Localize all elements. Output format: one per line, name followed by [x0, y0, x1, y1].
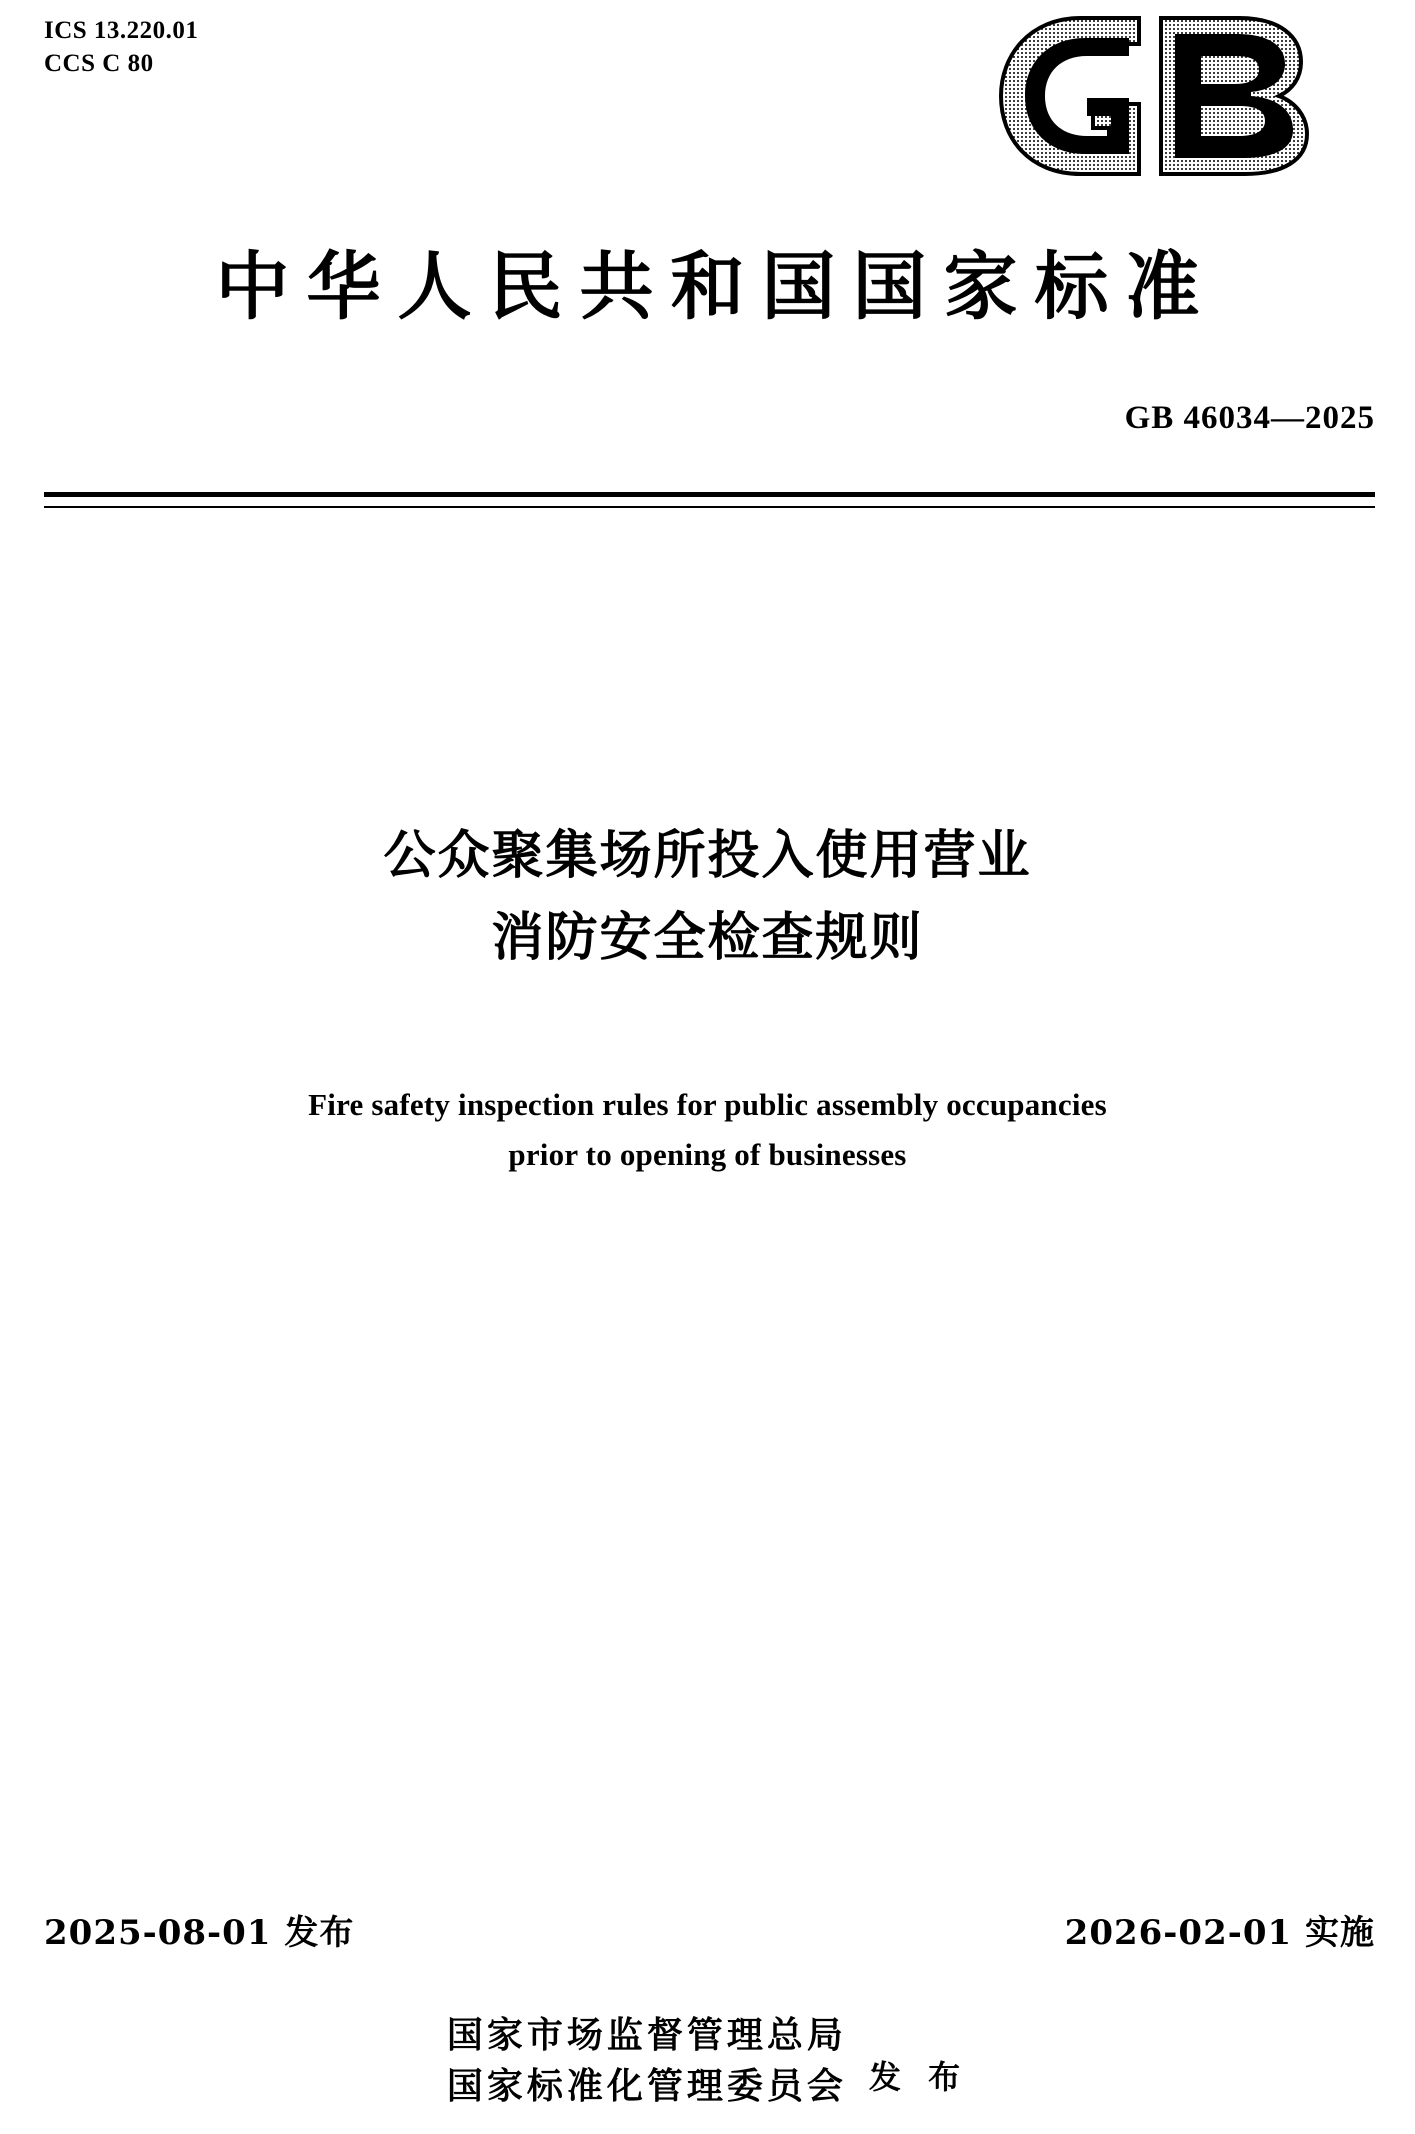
- document-title-zh-line1: 公众聚集场所投入使用营业: [383, 825, 1032, 886]
- issuer-org-line1: 国家市场监督管理总局: [446, 2014, 847, 2056]
- issue-date: 2025-08-01 发布: [44, 1913, 355, 1953]
- issuer-block: [0, 2010, 1415, 2112]
- document-title-en-line1: Fire safety inspection rules for public assembly occupancies: [308, 1087, 1107, 1122]
- classification-codes: [44, 14, 198, 80]
- ics-code: ICS 13.220.01: [44, 17, 199, 44]
- divider-thin: [44, 506, 1375, 508]
- gb-emblem-icon: [989, 8, 1329, 183]
- issuer-org-line2: 国家标准化管理委员会: [446, 2065, 847, 2108]
- document-title-zh-line2: 消防安全检查规则: [491, 907, 924, 969]
- implementation-date: 2026-02-01 实施: [1064, 1913, 1375, 1953]
- issuer-organizations: [447, 2010, 847, 2112]
- dates-row: [44, 1905, 1375, 1954]
- standard-number: GB 46034—2025: [1124, 400, 1375, 436]
- divider-thick: [44, 492, 1375, 497]
- document-title-en-line2: prior to opening of businesses: [508, 1137, 907, 1173]
- document-title-en: [0, 1080, 1415, 1180]
- issuer-action-label: 发 布: [868, 2058, 969, 2097]
- ccs-code: CCS C 80: [44, 50, 154, 77]
- document-title-zh: [0, 815, 1415, 979]
- page-title: 中华人民共和国国家标准: [215, 244, 1217, 330]
